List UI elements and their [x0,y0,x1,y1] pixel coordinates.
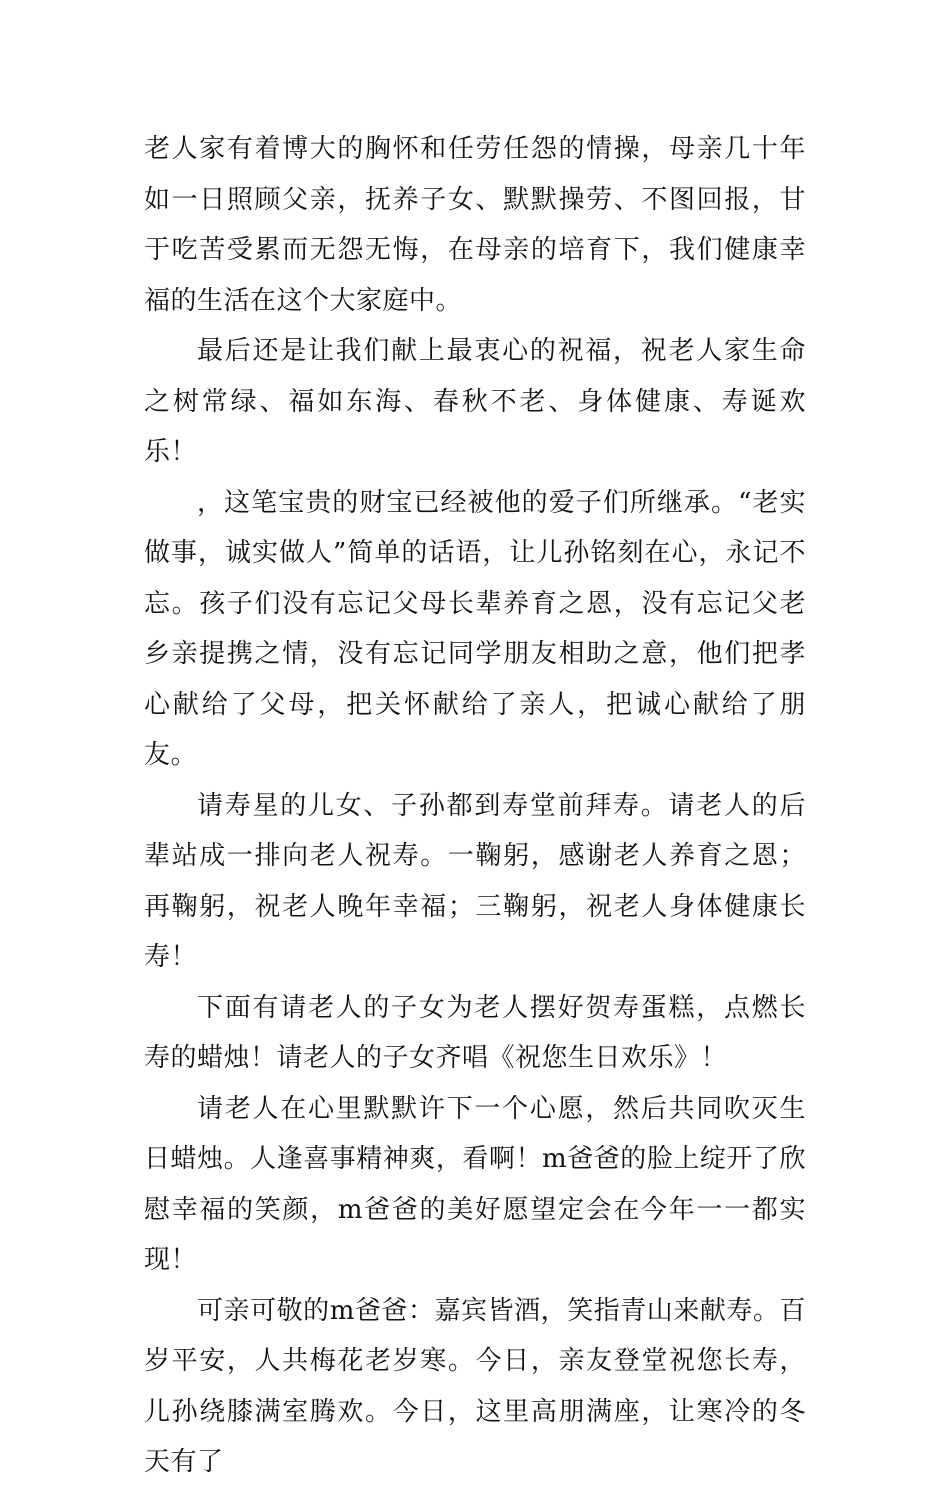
paragraph-1: 老人家有着博大的胸怀和任劳任怨的情操，母亲几十年如一日照顾父亲，抚养子女、默默操劳、不图回报，甘于吃苦受累而无怨无悔，在母亲的培育下，我们健康幸福的生活在这个大家庭中。 [144,134,806,316]
paragraph-4: 请寿星的儿女、子孙都到寿堂前拜寿。请老人的后辈站成一排向老人祝寿。一鞠躬，感谢老人养育之恩；再鞠躬，祝老人晚年幸福；三鞠躬，祝老人身体健康长寿！ [144,790,806,972]
paragraph-6: 请老人在心里默默许下一个心愿，然后共同吹灭生日蜡烛。人逢喜事精神爽，看啊！m爸爸的脸上绽开了欣慰幸福的笑颜，m爸爸的美好愿望定会在今年一一都实现！ [144,1093,806,1275]
paragraph-3: ，这笔宝贵的财宝已经被他的爱子们所继承。“老实做事，诚实做人”简单的话语，让儿孙铭刻在心，永记不忘。孩子们没有忘记父母长辈养育之恩，没有忘记父老乡亲提携之情，没有忘记同学朋友相助之意，他们把孝心献给了父母，把关怀献给了亲人，把诚心献给了朋友。 [144,487,806,770]
paragraph-5: 下面有请老人的子女为老人摆好贺寿蛋糕，点燃长寿的蜡烛！请老人的子女齐唱《祝您生日欢乐》！ [144,992,806,1073]
paragraph-2: 最后还是让我们献上最衷心的祝福，祝老人家生命之树常绿、福如东海、春秋不老、身体健康、寿诞欢乐！ [144,336,806,467]
document-body [144,124,806,1488]
paragraph-7: 可亲可敬的m爸爸：嘉宾皆酒，笑指青山来献寿。百岁平安，人共梅花老岁寒。今日，亲友登堂祝您长寿，儿孙绕膝满室腾欢。今日，这里高朋满座，让寒冷的冬天有了 [144,1295,806,1477]
